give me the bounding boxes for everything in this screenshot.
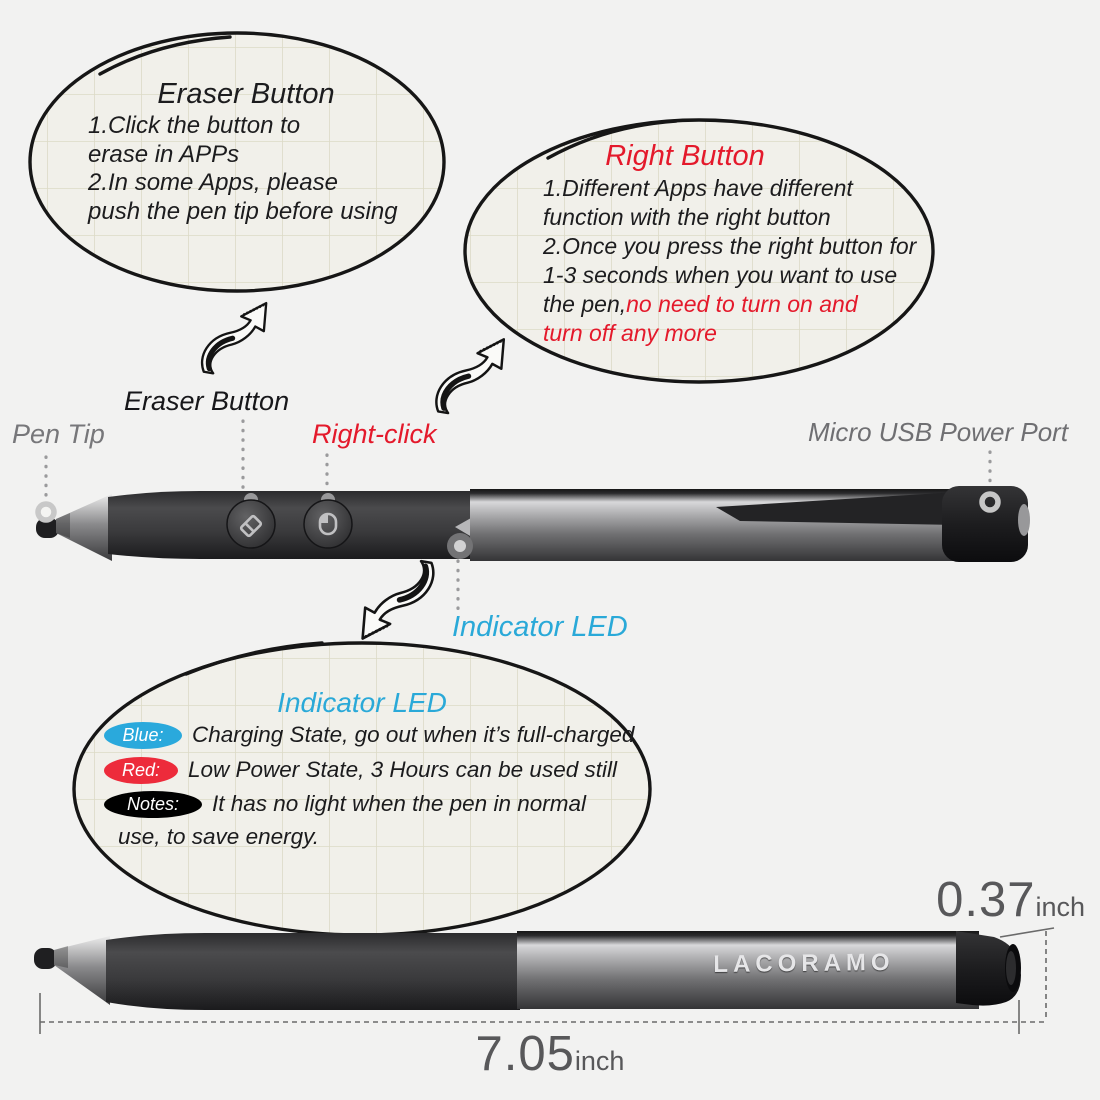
- right-button-line-red-part: no need to turn on and: [626, 291, 858, 317]
- eraser-button-label: Eraser Button: [124, 386, 290, 416]
- right-button-line-mixed: [543, 290, 916, 319]
- pen-tip-label: Pen Tip: [12, 419, 105, 449]
- led-row-continuation: use, to save energy.: [118, 824, 319, 849]
- eraser-bubble-line: erase in APPs: [88, 140, 240, 168]
- length-dimension: [370, 1026, 730, 1082]
- led-bubble-title: Indicator LED: [277, 687, 447, 718]
- right-click-button: [304, 500, 352, 548]
- indicator-led-label: Indicator LED: [452, 611, 628, 643]
- arrow-to-eraser-bubble: [202, 303, 266, 373]
- pen-illustration-side: [36, 486, 1030, 562]
- led-row-text: Low Power State, 3 Hours can be used still: [188, 757, 617, 782]
- arrow-to-led-bubble: [363, 561, 434, 638]
- eraser-bubble-title: Eraser Button: [157, 78, 335, 110]
- diameter-value: 0.37: [936, 873, 1036, 927]
- led-badge-notes: Notes:: [104, 791, 202, 818]
- eraser-bubble-line: 1.Click the button to: [88, 112, 301, 139]
- diameter-dimension: [900, 872, 1085, 928]
- right-button-line-black-part: the pen,: [543, 291, 627, 317]
- led-row-text: Charging State, go out when it’s full-charged: [192, 722, 635, 747]
- right-button-line: 1.Different Apps have different: [543, 175, 853, 201]
- micro-usb-label: Micro USB Power Port: [808, 417, 1069, 447]
- pen-tip-ring-marker: [38, 504, 54, 520]
- eraser-button: [227, 500, 275, 548]
- right-button-bubble-title: Right Button: [605, 140, 765, 172]
- right-button-line: 1-3 seconds when you want to use: [543, 262, 898, 288]
- length-value: 7.05: [475, 1027, 575, 1081]
- diameter-unit: inch: [1035, 892, 1085, 922]
- brand-logo: LACORAMO: [713, 949, 895, 978]
- arrow-to-right-button-bubble: [436, 339, 503, 413]
- right-button-line-red: turn off any more: [543, 320, 717, 346]
- eraser-bubble-line: push the pen tip before using: [88, 197, 398, 225]
- led-badge-blue: Blue:: [104, 722, 182, 749]
- right-click-label: Right-click: [312, 419, 437, 449]
- led-row-text: It has no light when the pen in normal: [212, 791, 586, 816]
- right-button-line: 2.Once you press the right button for: [543, 233, 917, 259]
- led-badge-red: Red:: [104, 757, 178, 784]
- right-button-line: function with the right button: [543, 204, 831, 230]
- length-unit: inch: [574, 1046, 625, 1076]
- eraser-bubble-line: 2.In some Apps, please: [88, 169, 338, 196]
